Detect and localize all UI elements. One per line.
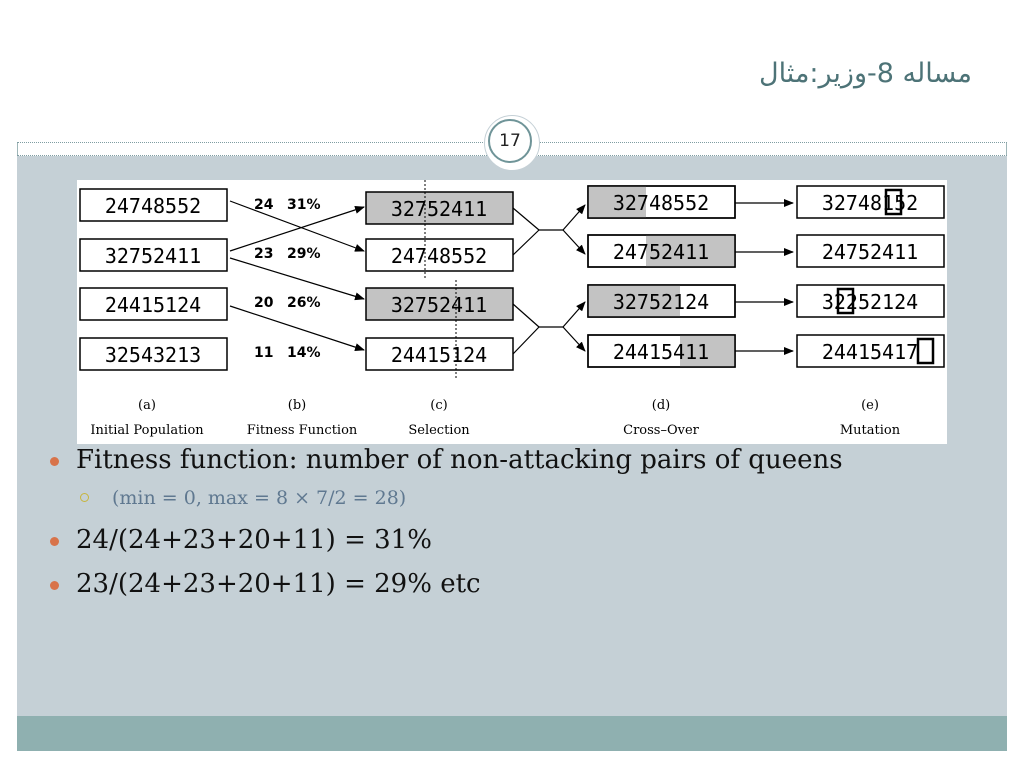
selection-string: 32752411 <box>390 197 488 221</box>
panel-letter: (d) <box>651 398 671 413</box>
population-string: 32752411 <box>104 244 202 268</box>
bullet-text: Fitness function: number of non-attacking pairs of queens <box>76 445 843 475</box>
crossover-arrows <box>513 205 585 354</box>
fitness-percent: 29% <box>287 246 321 262</box>
panel-name: Fitness Function <box>246 423 358 438</box>
sub-bullet-ring-icon <box>80 493 89 502</box>
panel-name: Initial Population <box>90 423 204 438</box>
crossover-column <box>588 186 735 367</box>
selection-string: 24415124 <box>390 343 488 367</box>
slide-title: مساله 8-وزیر:مثال <box>758 58 972 89</box>
bullet-list <box>46 443 976 601</box>
mutation-string: 32748152 <box>821 191 919 215</box>
selection-string: 32752411 <box>390 293 488 317</box>
bullet-item <box>46 443 976 477</box>
slide-footer <box>17 716 1007 751</box>
genetic-algorithm-figure <box>77 180 947 444</box>
mutation-string: 24415417 <box>821 340 919 364</box>
panel-letter: (b) <box>287 398 307 413</box>
fitness-percent: 31% <box>287 197 321 213</box>
crossover-string: 24415411 <box>612 340 710 364</box>
initial-population-column <box>80 189 227 370</box>
sub-bullet-item <box>46 483 976 513</box>
population-string: 24748552 <box>104 194 202 218</box>
panel-name: Cross–Over <box>623 423 699 438</box>
crossover-string: 32752124 <box>612 290 710 314</box>
selection-column <box>366 180 513 380</box>
bullet-dot-icon <box>50 537 59 546</box>
mutation-string: 24752411 <box>821 240 919 264</box>
sub-bullet-text: (min = 0, max = 8 × 7/2 = 28) <box>112 487 407 509</box>
fitness-score: 23 <box>254 246 274 262</box>
bullet-item <box>46 523 976 557</box>
fitness-column <box>254 197 321 361</box>
selection-string: 24748552 <box>390 244 488 268</box>
selection-arrows <box>230 201 364 350</box>
bullet-dot-icon <box>50 457 59 466</box>
fitness-score: 24 <box>254 197 274 213</box>
panel-name: Selection <box>408 423 470 438</box>
fitness-score: 11 <box>254 345 274 361</box>
fitness-percent: 26% <box>287 295 321 311</box>
population-string: 24415124 <box>104 293 202 317</box>
bullet-item <box>46 567 976 601</box>
crossover-string: 24752411 <box>612 240 710 264</box>
mutation-arrows <box>735 203 793 351</box>
mutation-column <box>797 186 944 367</box>
mutation-string: 32252124 <box>821 290 919 314</box>
page-number: 17 <box>488 119 532 163</box>
population-string: 32543213 <box>104 343 202 367</box>
bullet-text: 23/(24+23+20+11) = 29% etc <box>76 569 481 599</box>
fitness-score: 20 <box>254 295 274 311</box>
crossover-string: 32748552 <box>612 191 710 215</box>
bullet-text: 24/(24+23+20+11) = 31% <box>76 525 432 555</box>
panel-letter: (a) <box>138 398 156 413</box>
bullet-dot-icon <box>50 581 59 590</box>
panel-name: Mutation <box>839 423 901 438</box>
panel-captions <box>90 398 900 438</box>
panel-letter: (e) <box>861 398 879 413</box>
panel-letter: (c) <box>430 398 448 413</box>
fitness-percent: 14% <box>287 345 321 361</box>
